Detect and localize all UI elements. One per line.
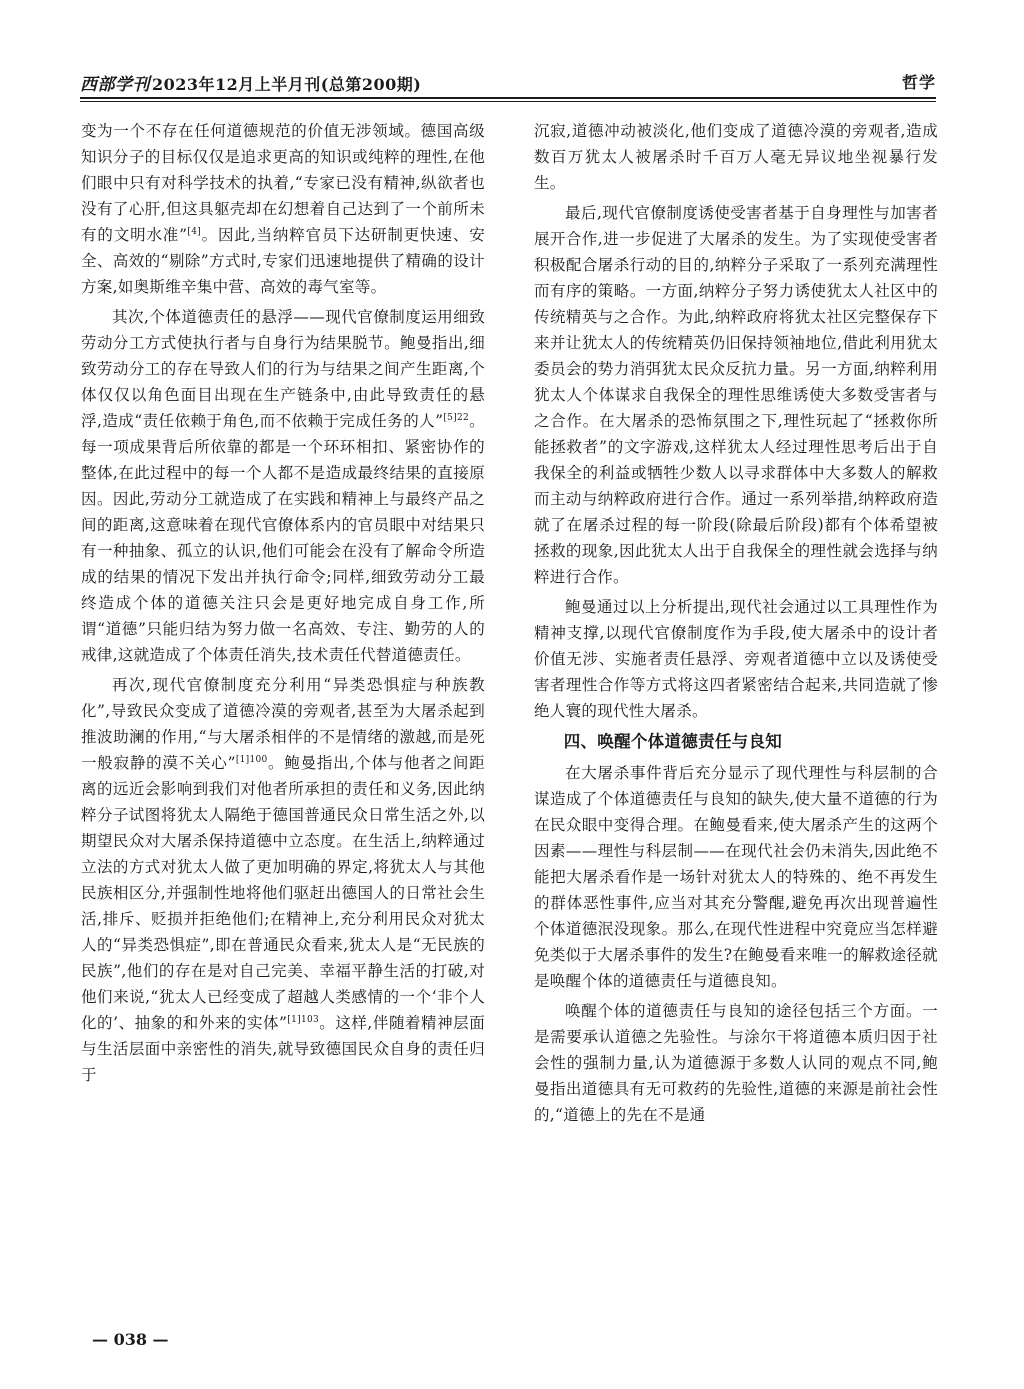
paragraph-text: 。每一项成果背后所依靠的都是一个环环相扣、紧密协作的整体,在此过程中的每一个人都不是造成最终结果的直接原因。因此,劳动分工就造成了在实践和精神上与最终产品之间的距离,这意味着在现代官僚体系内的官员眼中对结果只有一种抽象、孤立的认识,他们可能会在没有了解命令所造成的结果的情况下发出并执行命令;同样,细致劳动分工最终造成个体的道德关注只会是更好地完成自身工作,所谓“道德”只能归结为努力做一名高效、专注、勤劳的人的戒律,这就造成了个体责任消失,技术责任代替道德责任。 — [81, 412, 485, 664]
journal-logo: 西部学刊 — [80, 75, 150, 95]
paragraph-text: 。鲍曼指出,个体与他者之间距离的远近会影响到我们对他者所承担的责任和义务,因此纳粹分子试图将犹太人隔绝于德国普通民众日常生活之外,以期望民众对大屠杀保持道德中立态度。在生活上,纳粹通过立法的方式对犹太人做了更加明确的界定,将犹太人与其他民族相区分,并强制性地将他们驱赶出德国人的日常社会生活,排斥、贬损并拒绝他们;在精神上,充分利用民众对犹太人的“异类恐惧症”,即在普通民众看来,犹太人是“无民族的民族”,他们的存在是对自己完美、幸福平静生活的打破,对他们来说,“犹太人已经变成了超越人类感情的一个‘非个人化的’、抽象的和外来的实体” — [81, 754, 485, 1032]
header-rule-thin — [80, 101, 936, 102]
running-header — [80, 68, 936, 96]
paragraph — [81, 118, 485, 300]
citation-ref: [1]103 — [287, 1014, 320, 1025]
paragraph — [81, 304, 485, 668]
citation-ref: [5]22 — [443, 412, 470, 423]
paragraph-text: 。这样,伴随着精神层面与生活层面中亲密性的消失,就导致德国民众自身的责任归于 — [81, 1014, 485, 1084]
right-column — [534, 118, 938, 1132]
journal-issue: 2023年12月上半月刊(总第200期) — [152, 75, 422, 94]
journal-title — [80, 70, 421, 95]
page-number: — 038 — — [92, 1330, 169, 1349]
paragraph: 唤醒个体的道德责任与良知的途径包括三个方面。一是需要承认道德之先验性。与涂尔干将道德本质归因于社会性的强制力量,认为道德源于多数人认同的观点不同,鲍曼指出道德具有无可救药的先验性,道德的来源是前社会性的,“道德上的先在不是通 — [534, 1002, 938, 1124]
paragraph-text: 再次,现代官僚制度充分利用“异类恐惧症与种族教化”,导致民众变成了道德冷漠的旁观者,甚至为大屠杀起到推波助澜的作用,“与大屠杀相伴的不是情绪的激越,而是死一般寂静的漠不关心” — [81, 676, 485, 772]
paragraph-text: 。因此,当纳粹官员下达研制更快速、安全、高效的“剔除”方式时,专家们迅速地提供了精确的设计方案,如奥斯维辛集中营、高效的毒气室等。 — [81, 226, 486, 296]
paragraph-text: 变为一个不存在任何道德规范的价值无涉领域。德国高级知识分子的目标仅仅是追求更高的知识或纯粹的理性,在他们眼中只有对科学技术的执着,“专家已没有精神,纵欲者也没有了心肝,但这具躯壳却在幻想着自己达到了一个前所未有的文明水准” — [81, 122, 485, 244]
citation-ref: [4] — [187, 226, 202, 237]
section-label: 哲学 — [901, 73, 936, 92]
paragraph: 在大屠杀事件背后充分显示了现代理性与科层制的合谋造成了个体道德责任与良知的缺失,使大量不道德的行为在民众眼中变得合理。在鲍曼看来,使大屠杀产生的这两个因素——理性与科层制——在现代社会仍未消失,因此绝不能把大屠杀看作是一场针对犹太人的特殊的、绝不再发生的群体恶性事件,应当对其充分警醒,避免再次出现普遍性个体道德泯没现象。那么,在现代性进程中究竟应当怎样避免类似于大屠杀事件的发生?在鲍曼看来唯一的解救途径就是唤醒个体的道德责任与道德良知。 — [534, 764, 938, 990]
paragraph — [81, 672, 485, 1088]
header-rule-thick — [80, 97, 936, 99]
left-column — [81, 118, 485, 1092]
paragraph: 鲍曼通过以上分析提出,现代社会通过以工具理性作为精神支撑,以现代官僚制度作为手段,使大屠杀中的设计者价值无涉、实施者责任悬浮、旁观者道德中立以及诱使受害者理性合作等方式将这四者紧密结合起来,共同造就了惨绝人寰的现代性大屠杀。 — [534, 598, 938, 720]
section-heading: 四、唤醒个体道德责任与良知 — [563, 732, 783, 751]
paragraph-text: 其次,个体道德责任的悬浮——现代官僚制度运用细致劳动分工方式使执行者与自身行为结果脱节。鲍曼指出,细致劳动分工的存在导致人们的行为与结果之间产生距离,个体仅仅以角色面目出现在生产链条中,由此导致责任的悬浮,造成“责任依赖于角色,而不依赖于完成任务的人” — [81, 308, 485, 430]
citation-ref: [1]100 — [235, 754, 268, 765]
paragraph: 沉寂,道德冲动被淡化,他们变成了道德冷漠的旁观者,造成数百万犹太人被屠杀时千百万人毫无异议地坐视暴行发生。 — [534, 122, 938, 192]
paragraph: 最后,现代官僚制度诱使受害者基于自身理性与加害者展开合作,进一步促进了大屠杀的发生。为了实现使受害者积极配合屠杀行动的目的,纳粹分子采取了一系列充满理性而有序的策略。一方面,纳粹分子努力诱使犹太人社区中的传统精英与之合作。为此,纳粹政府将犹太社区完整保存下来并让犹太人的传统精英仍旧保持领袖地位,借此利用犹太委员会的势力消弭犹太民众反抗力量。另一方面,纳粹利用犹太人个体谋求自我保全的理性思维诱使大多数受害者与之合作。在大屠杀的恐怖氛围之下,理性玩起了“拯救你所能拯救者”的文字游戏,这样犹太人经过理性思考后出于自我保全的利益或牺牲少数人以寻求群体中大多数人的解救而主动与纳粹政府进行合作。通过一系列举措,纳粹政府造就了在屠杀过程的每一阶段(除最后阶段)都有个体希望被拯救的现象,因此犹太人出于自我保全的理性就会选择与纳粹进行合作。 — [534, 204, 938, 586]
